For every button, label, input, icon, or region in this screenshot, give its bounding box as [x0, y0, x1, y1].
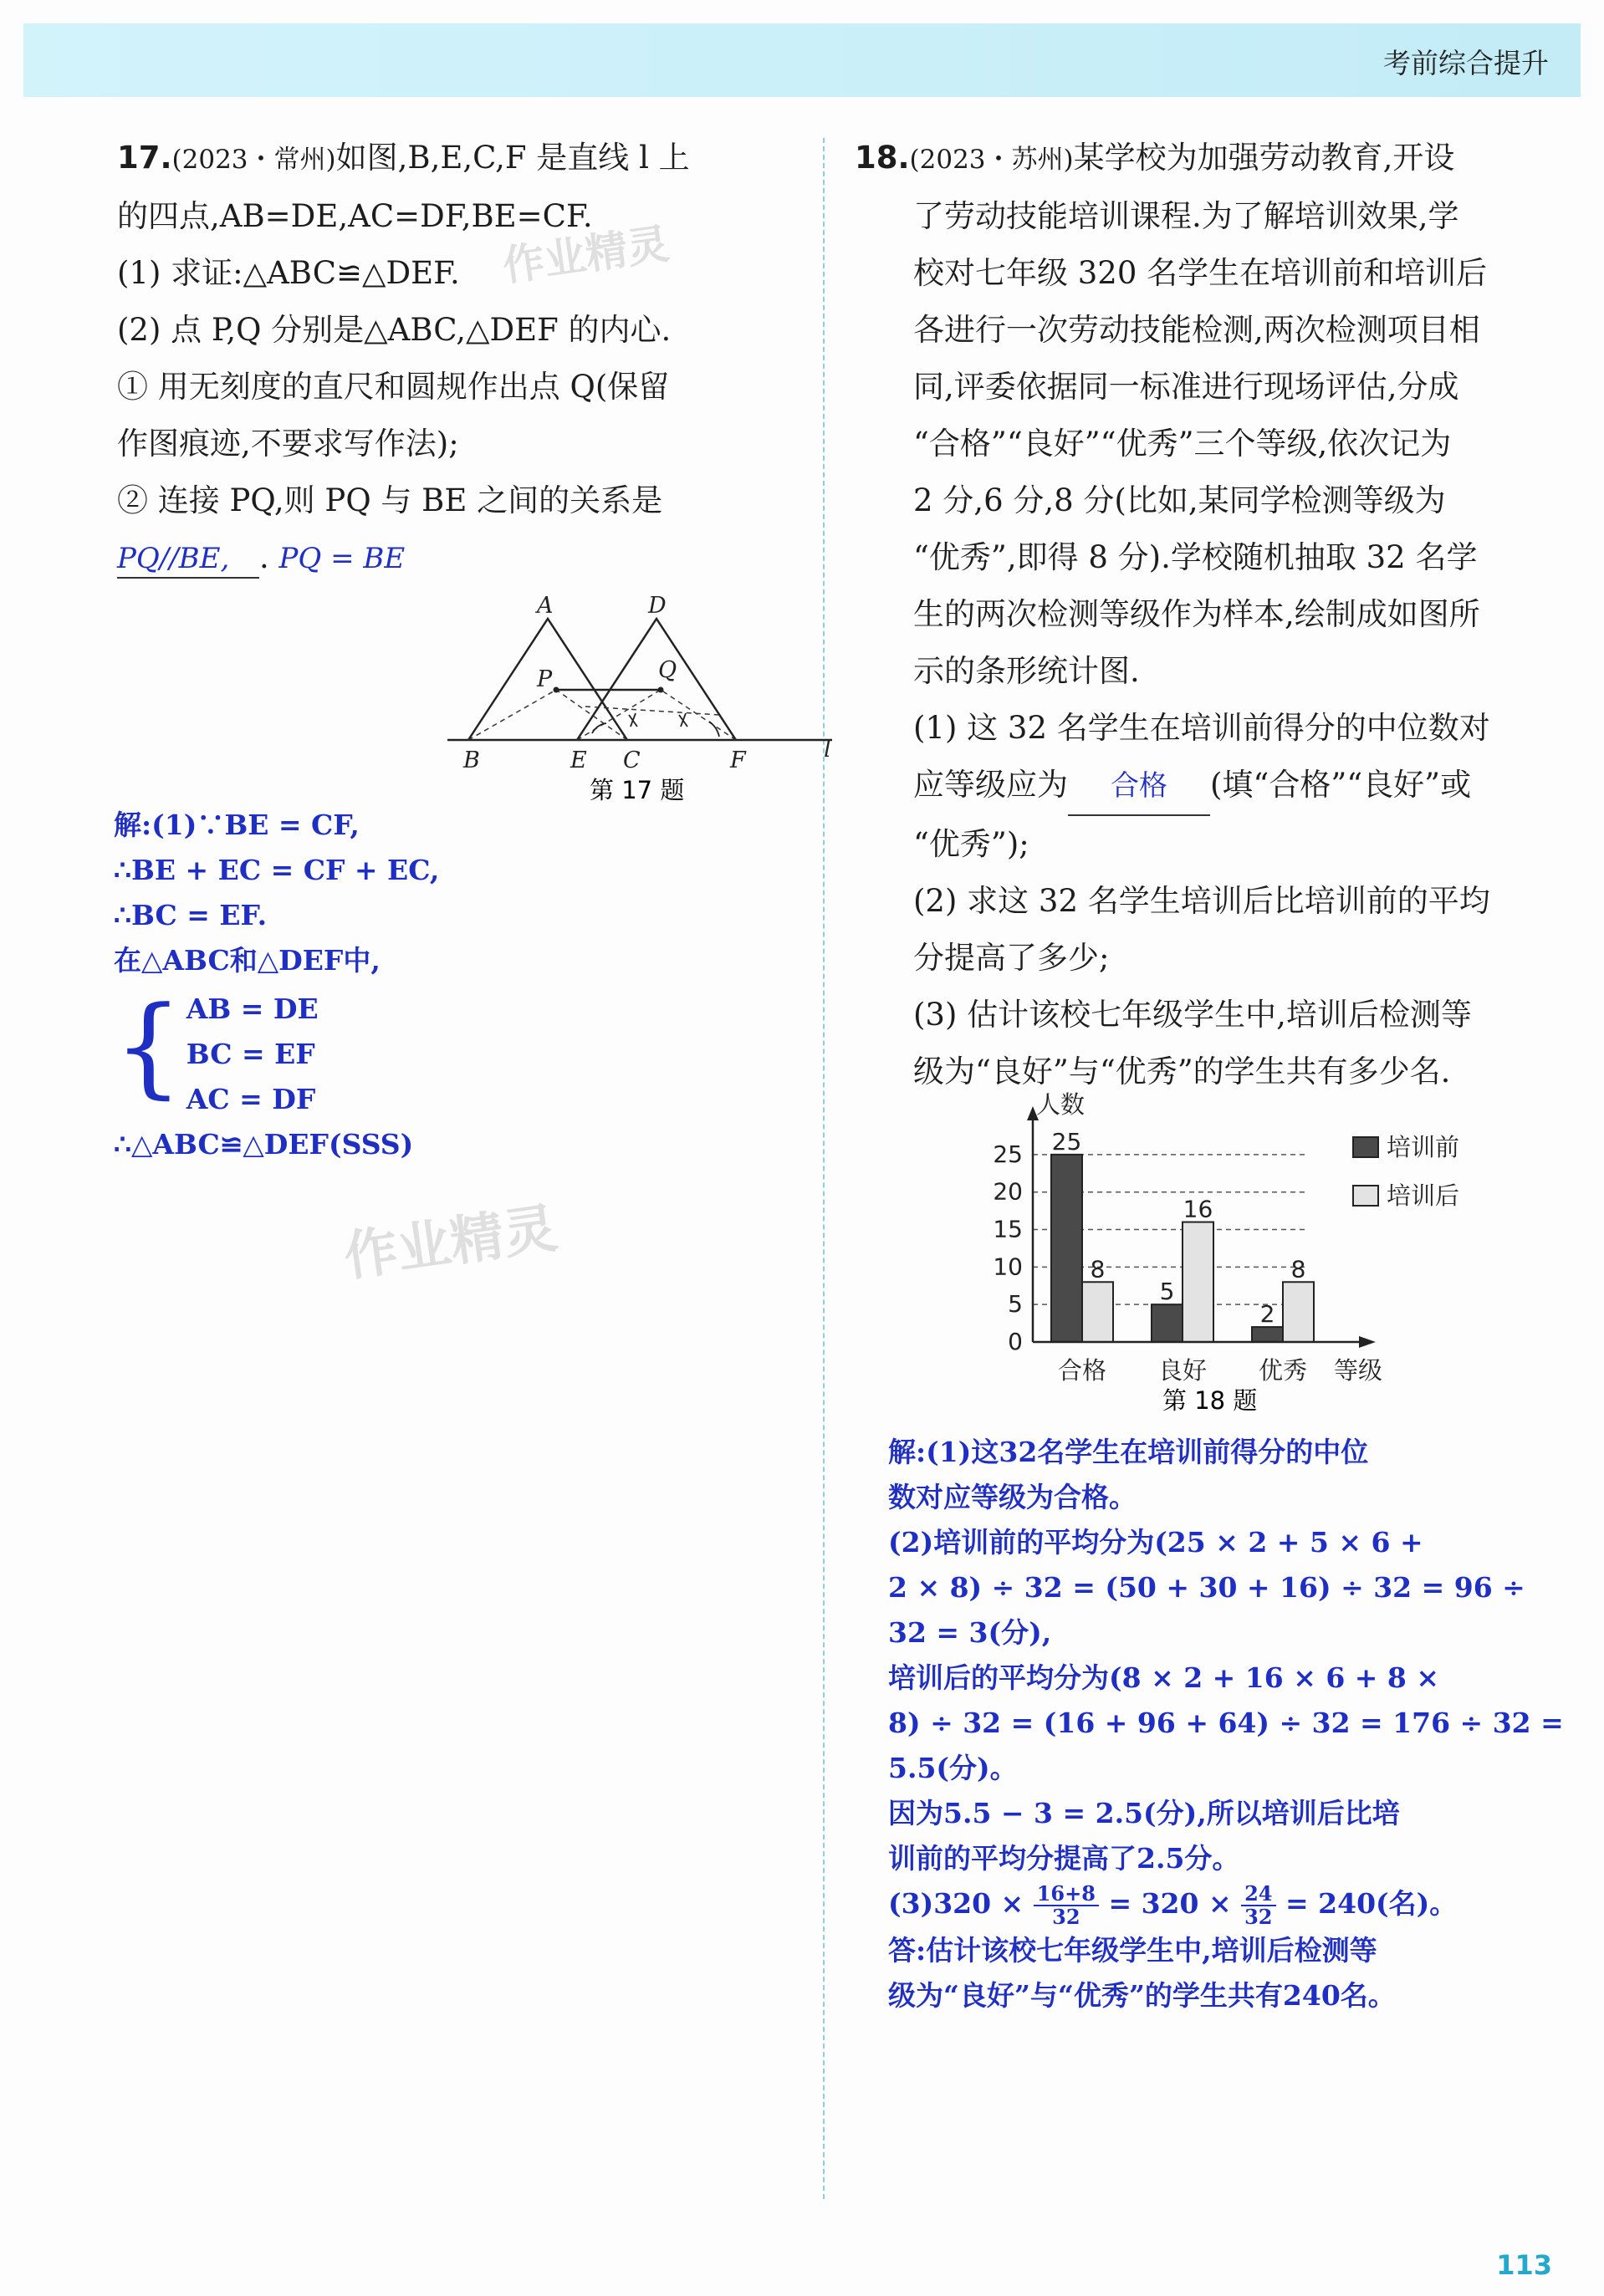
q18-line: 了劳动技能培训课程.为了解培训效果,学 — [913, 198, 1459, 234]
q17-source: (2023・常州) — [171, 145, 336, 175]
q17-line: 的四点,AB=DE,AC=DF,BE=CF. — [117, 198, 593, 234]
q18-line: 示的条形统计图. — [913, 653, 1140, 689]
q18-line: 校对七年级 320 名学生在培训前和培训后 — [913, 255, 1488, 291]
column-divider — [823, 138, 825, 2199]
point-p — [554, 687, 559, 693]
bar — [1252, 1327, 1283, 1342]
solution-line: ∴△ABC≌△DEF(SSS) — [114, 1128, 414, 1161]
q17-line: 作图痕迹,不要求写作法); — [117, 426, 459, 462]
q18-line: 各进行一次劳动技能检测,两次检测项目相 — [913, 312, 1480, 348]
watermark: 作业精灵 — [340, 1197, 561, 1289]
data-label: 2 — [1259, 1300, 1275, 1329]
q17-line: (1) 求证:△ABC≌△DEF. — [117, 255, 460, 291]
x-axis-label: 等级 — [1334, 1356, 1383, 1385]
x-tick-label: 合格 — [1057, 1356, 1107, 1385]
solution-line: 在△ABC和△DEF中, — [114, 944, 381, 977]
solution-line: 5.5(分)。 — [888, 1752, 1018, 1784]
chart-caption: 第 18 题 — [1162, 1386, 1258, 1415]
solution-line: ∴BC = EF. — [114, 899, 268, 931]
label-d: D — [648, 593, 667, 619]
bar — [1183, 1222, 1213, 1342]
q18-solution — [888, 1430, 1574, 2018]
x-axis-arrow — [1359, 1336, 1376, 1348]
equation-system — [114, 983, 799, 1122]
bar-chart-18 — [953, 1090, 1460, 1417]
q18-line: 同,评委依据同一标准进行现场评估,分成 — [913, 369, 1459, 405]
fraction — [1241, 1883, 1275, 1928]
q17-number: 17. — [117, 140, 172, 176]
q18-line: “合格”“良好”“优秀”三个等级,依次记为 — [913, 426, 1452, 462]
solution-line: 级为“良好”与“优秀”的学生共有240名。 — [888, 1979, 1396, 2012]
solution-text: = 320 × — [1108, 1887, 1232, 1920]
q17-blank-answer: PQ//BE, — [117, 540, 259, 579]
data-label: 8 — [1090, 1255, 1106, 1283]
bisector — [661, 690, 736, 740]
label-l: l — [824, 737, 831, 763]
q18-line: 生的两次检测等级作为样本,绘制成如图所 — [913, 596, 1480, 632]
arc-mark — [629, 713, 637, 727]
data-label: 25 — [1051, 1127, 1082, 1156]
q18-part1-answer: 合格 — [1068, 758, 1210, 816]
label-a: A — [537, 593, 554, 619]
legend-swatch — [1353, 1137, 1378, 1157]
fraction-denominator: 32 — [1244, 1905, 1273, 1929]
arc-mark — [592, 723, 606, 733]
y-tick-label: 15 — [993, 1215, 1023, 1243]
y-tick-label: 10 — [993, 1253, 1023, 1281]
q18-part1: (1) 这 32 名学生在培训前得分的中位数对 — [913, 710, 1490, 746]
solution-line: 答:估计该校七年级学生中,培训后检测等 — [888, 1934, 1377, 1967]
fraction — [1034, 1883, 1099, 1928]
bisector — [556, 690, 627, 740]
page-number: 113 — [1496, 2249, 1552, 2281]
q17-extra-answer: PQ = BE — [278, 542, 406, 575]
legend-label: 培训后 — [1387, 1181, 1460, 1210]
y-tick-label: 20 — [993, 1177, 1023, 1206]
q18-part1-text: “优秀”); — [913, 826, 1029, 862]
q18-part3: 级为“良好”与“优秀”的学生共有多少名. — [913, 1054, 1451, 1089]
question-17 — [117, 130, 811, 587]
header-title: 考前综合提升 — [1383, 47, 1549, 79]
label-p: P — [537, 666, 553, 692]
q18-part3: (3) 估计该校七年级学生中,培训后检测等 — [913, 997, 1472, 1033]
brace-symbol: { — [114, 982, 183, 1110]
q18-source: (2023・苏州) — [909, 145, 1074, 175]
system-eq: AB = DE — [186, 992, 319, 1025]
q18-line: “优秀”,即得 8 分).学校随机抽取 32 名学 — [913, 539, 1478, 575]
y-tick-label: 25 — [993, 1140, 1023, 1168]
solution-line: 解:(1)∵BE = CF, — [114, 809, 360, 841]
solution-line: 32 = 3(分), — [888, 1616, 1052, 1649]
q17-line: ② 连接 PQ,则 PQ 与 BE 之间的关系是 — [117, 482, 663, 518]
solution-text: (3)320 × — [888, 1887, 1024, 1920]
figure-17-caption: 第 17 题 — [590, 776, 685, 804]
q18-part2: 分提高了多少; — [913, 940, 1110, 976]
q18-part2: (2) 求这 32 名学生培训后比培训前的平均 — [913, 883, 1490, 919]
solution-text: = 240(名)。 — [1285, 1887, 1458, 1920]
bar — [1051, 1155, 1082, 1342]
q17-blank-suffix: . — [259, 539, 269, 575]
q18-part1-text: 应等级应为 — [913, 767, 1068, 803]
bar — [1082, 1282, 1113, 1342]
q17-solution — [114, 803, 799, 1167]
arc-mark — [679, 713, 687, 727]
watermark: 作业精灵 — [499, 219, 672, 291]
bar — [1283, 1282, 1314, 1342]
fraction-denominator: 32 — [1052, 1905, 1080, 1929]
q18-number: 18. — [855, 140, 910, 176]
data-label: 16 — [1183, 1195, 1213, 1223]
data-label: 5 — [1159, 1278, 1175, 1306]
y-tick-label: 5 — [1008, 1290, 1023, 1319]
solution-line: 因为5.5 − 3 = 2.5(分),所以培训后比培 — [888, 1797, 1400, 1829]
solution-line: ∴BE + EC = CF + EC, — [114, 854, 440, 886]
bisector — [468, 690, 556, 740]
bisector — [577, 690, 661, 740]
solution-line-fraction — [888, 1881, 1574, 1928]
solution-line: 解:(1)这32名学生在培训前得分的中位 — [888, 1436, 1369, 1468]
y-tick-label: 0 — [1008, 1328, 1023, 1355]
label-b: B — [463, 747, 480, 773]
question-18 — [855, 130, 1549, 1100]
label-e: E — [570, 747, 587, 773]
solution-line: 8) ÷ 32 = (16 + 96 + 64) ÷ 32 = 176 ÷ 32 = — [888, 1707, 1564, 1739]
label-q: Q — [658, 657, 677, 683]
solution-line: 培训后的平均分为(8 × 2 + 16 × 6 + 8 × — [888, 1661, 1440, 1694]
q17-line: 如图,B,E,C,F 是直线 l 上 — [335, 140, 690, 176]
x-tick-label: 优秀 — [1258, 1356, 1308, 1385]
solution-line: 2 × 8) ÷ 32 = (50 + 30 + 16) ÷ 32 = 96 ÷ — [888, 1571, 1525, 1604]
solution-line: 训前的平均分提高了2.5分。 — [888, 1842, 1240, 1875]
q18-part1-text: (填“合格”“良好”或 — [1210, 767, 1472, 803]
y-axis-label: 人数 — [1036, 1090, 1086, 1119]
solution-line: 数对应等级为合格。 — [888, 1481, 1137, 1513]
header-banner — [23, 23, 1581, 97]
point-q — [658, 687, 664, 693]
construction-line — [585, 707, 719, 715]
figure-17 — [443, 589, 845, 807]
bar — [1152, 1304, 1183, 1342]
system-eq: BC = EF — [186, 1038, 315, 1070]
q17-line: (2) 点 P,Q 分别是△ABC,△DEF 的内心. — [117, 312, 672, 348]
label-c: C — [623, 747, 641, 773]
q17-line: ① 用无刻度的直尺和圆规作出点 Q(保留 — [117, 369, 670, 405]
fraction-numerator: 16+8 — [1034, 1883, 1099, 1906]
x-tick-label: 良好 — [1157, 1356, 1208, 1385]
solution-line: (2)培训前的平均分为(25 × 2 + 5 × 6 + — [888, 1526, 1423, 1559]
label-f: F — [730, 747, 746, 773]
legend-swatch — [1353, 1186, 1378, 1206]
legend-label: 培训前 — [1387, 1133, 1460, 1161]
q18-line: 2 分,6 分,8 分(比如,某同学检测等级为 — [913, 482, 1446, 518]
data-label: 8 — [1290, 1255, 1306, 1283]
system-eq: AC = DF — [186, 1083, 316, 1115]
fraction-numerator: 24 — [1241, 1883, 1275, 1906]
q18-line: 某学校为加强劳动教育,开设 — [1073, 140, 1455, 176]
